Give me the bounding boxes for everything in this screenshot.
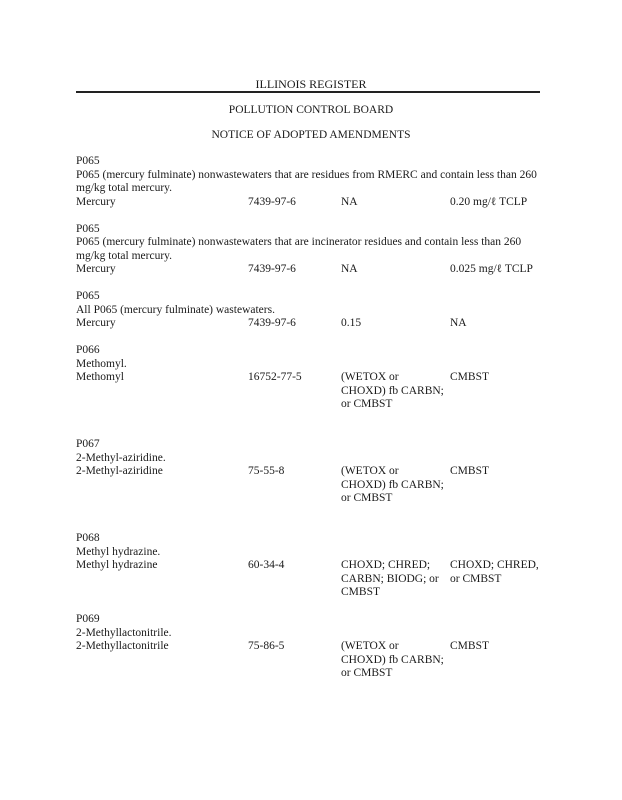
cas-number: 7439-97-6 [248, 317, 296, 329]
cas-number: 75-86-5 [248, 640, 285, 652]
nonwastewater-standard: NA [450, 317, 467, 329]
wastewater-standard: NA [341, 195, 358, 208]
waste-code-table [76, 155, 546, 707]
waste-code: P069 [76, 613, 100, 625]
board-name: POLLUTION CONTROL BOARD [228, 104, 394, 116]
wastewater-standard: (WETOX or CHOXD) fb CARBN; or CMBST [341, 371, 444, 410]
waste-description: Methyl hydrazine. [76, 545, 161, 558]
nonwastewater-standard: 0.20 mg/ℓ TCLP [450, 195, 528, 208]
waste-description: Methomyl. [76, 357, 127, 370]
cas-number: 16752-77-5 [248, 371, 302, 383]
waste-description: P065 (mercury fulminate) nonwastewaters that are incinerator residues and contain less than 260 mg/kg total mercury. [76, 236, 522, 262]
wastewater-standard: CHOXD; CHRED; CARBN; BIODG; or CMBST [341, 559, 439, 598]
wastewater-standard: (WETOX or CHOXD) fb CARBN; or CMBST [341, 465, 444, 504]
nonwastewater-standard: 0.025 mg/ℓ TCLP [450, 263, 533, 275]
waste-entry [76, 344, 546, 425]
waste-entry [76, 532, 546, 600]
waste-description: P065 (mercury fulminate) nonwastewaters that are residues from RMERC and contain less than 260 mg/kg total mercury. [76, 168, 537, 194]
table-row [76, 263, 546, 277]
cas-number: 60-34-4 [248, 559, 285, 571]
cas-number: 75-55-8 [248, 465, 285, 477]
waste-entry [76, 290, 546, 331]
waste-description: All P065 (mercury fulminate) wastewaters. [76, 303, 275, 316]
nonwastewater-standard: CHOXD; CHRED, or CMBST [450, 559, 539, 585]
nonwastewater-standard: CMBST [450, 371, 489, 383]
table-row [76, 196, 546, 210]
nonwastewater-standard: CMBST [450, 465, 489, 477]
waste-code: P068 [76, 532, 100, 544]
nonwastewater-standard: CMBST [450, 640, 489, 652]
constituent: Mercury [76, 317, 116, 329]
waste-entry [76, 613, 546, 694]
constituent: 2-Methyl-aziridine [76, 465, 163, 477]
header-rule [76, 91, 540, 93]
waste-code: P066 [76, 344, 100, 356]
table-row [76, 371, 546, 425]
constituent: 2-Methyllactonitrile [76, 640, 169, 652]
register-title: ILLINOIS REGISTER [255, 77, 367, 91]
waste-code: P065 [76, 222, 100, 235]
waste-code: P065 [76, 155, 100, 167]
waste-entry [76, 155, 546, 210]
waste-code: P067 [76, 438, 100, 450]
constituent: Methomyl [76, 371, 124, 383]
waste-description: 2-Methyllactonitrile. [76, 626, 172, 639]
constituent: Mercury [76, 195, 116, 208]
table-row [76, 317, 546, 331]
waste-entry [76, 438, 546, 519]
wastewater-standard: 0.15 [341, 317, 362, 329]
cas-number: 7439-97-6 [248, 263, 296, 275]
notice-title: NOTICE OF ADOPTED AMENDMENTS [211, 129, 411, 141]
table-row [76, 465, 546, 519]
wastewater-standard: NA [341, 263, 358, 275]
table-row [76, 640, 546, 694]
waste-entry [76, 223, 546, 278]
cas-number: 7439-97-6 [248, 195, 296, 208]
table-row [76, 559, 546, 600]
constituent: Mercury [76, 263, 116, 275]
waste-description: 2-Methyl-aziridine. [76, 451, 166, 464]
waste-code: P065 [76, 290, 100, 302]
wastewater-standard: (WETOX or CHOXD) fb CARBN; or CMBST [341, 640, 444, 679]
constituent: Methyl hydrazine [76, 559, 158, 571]
